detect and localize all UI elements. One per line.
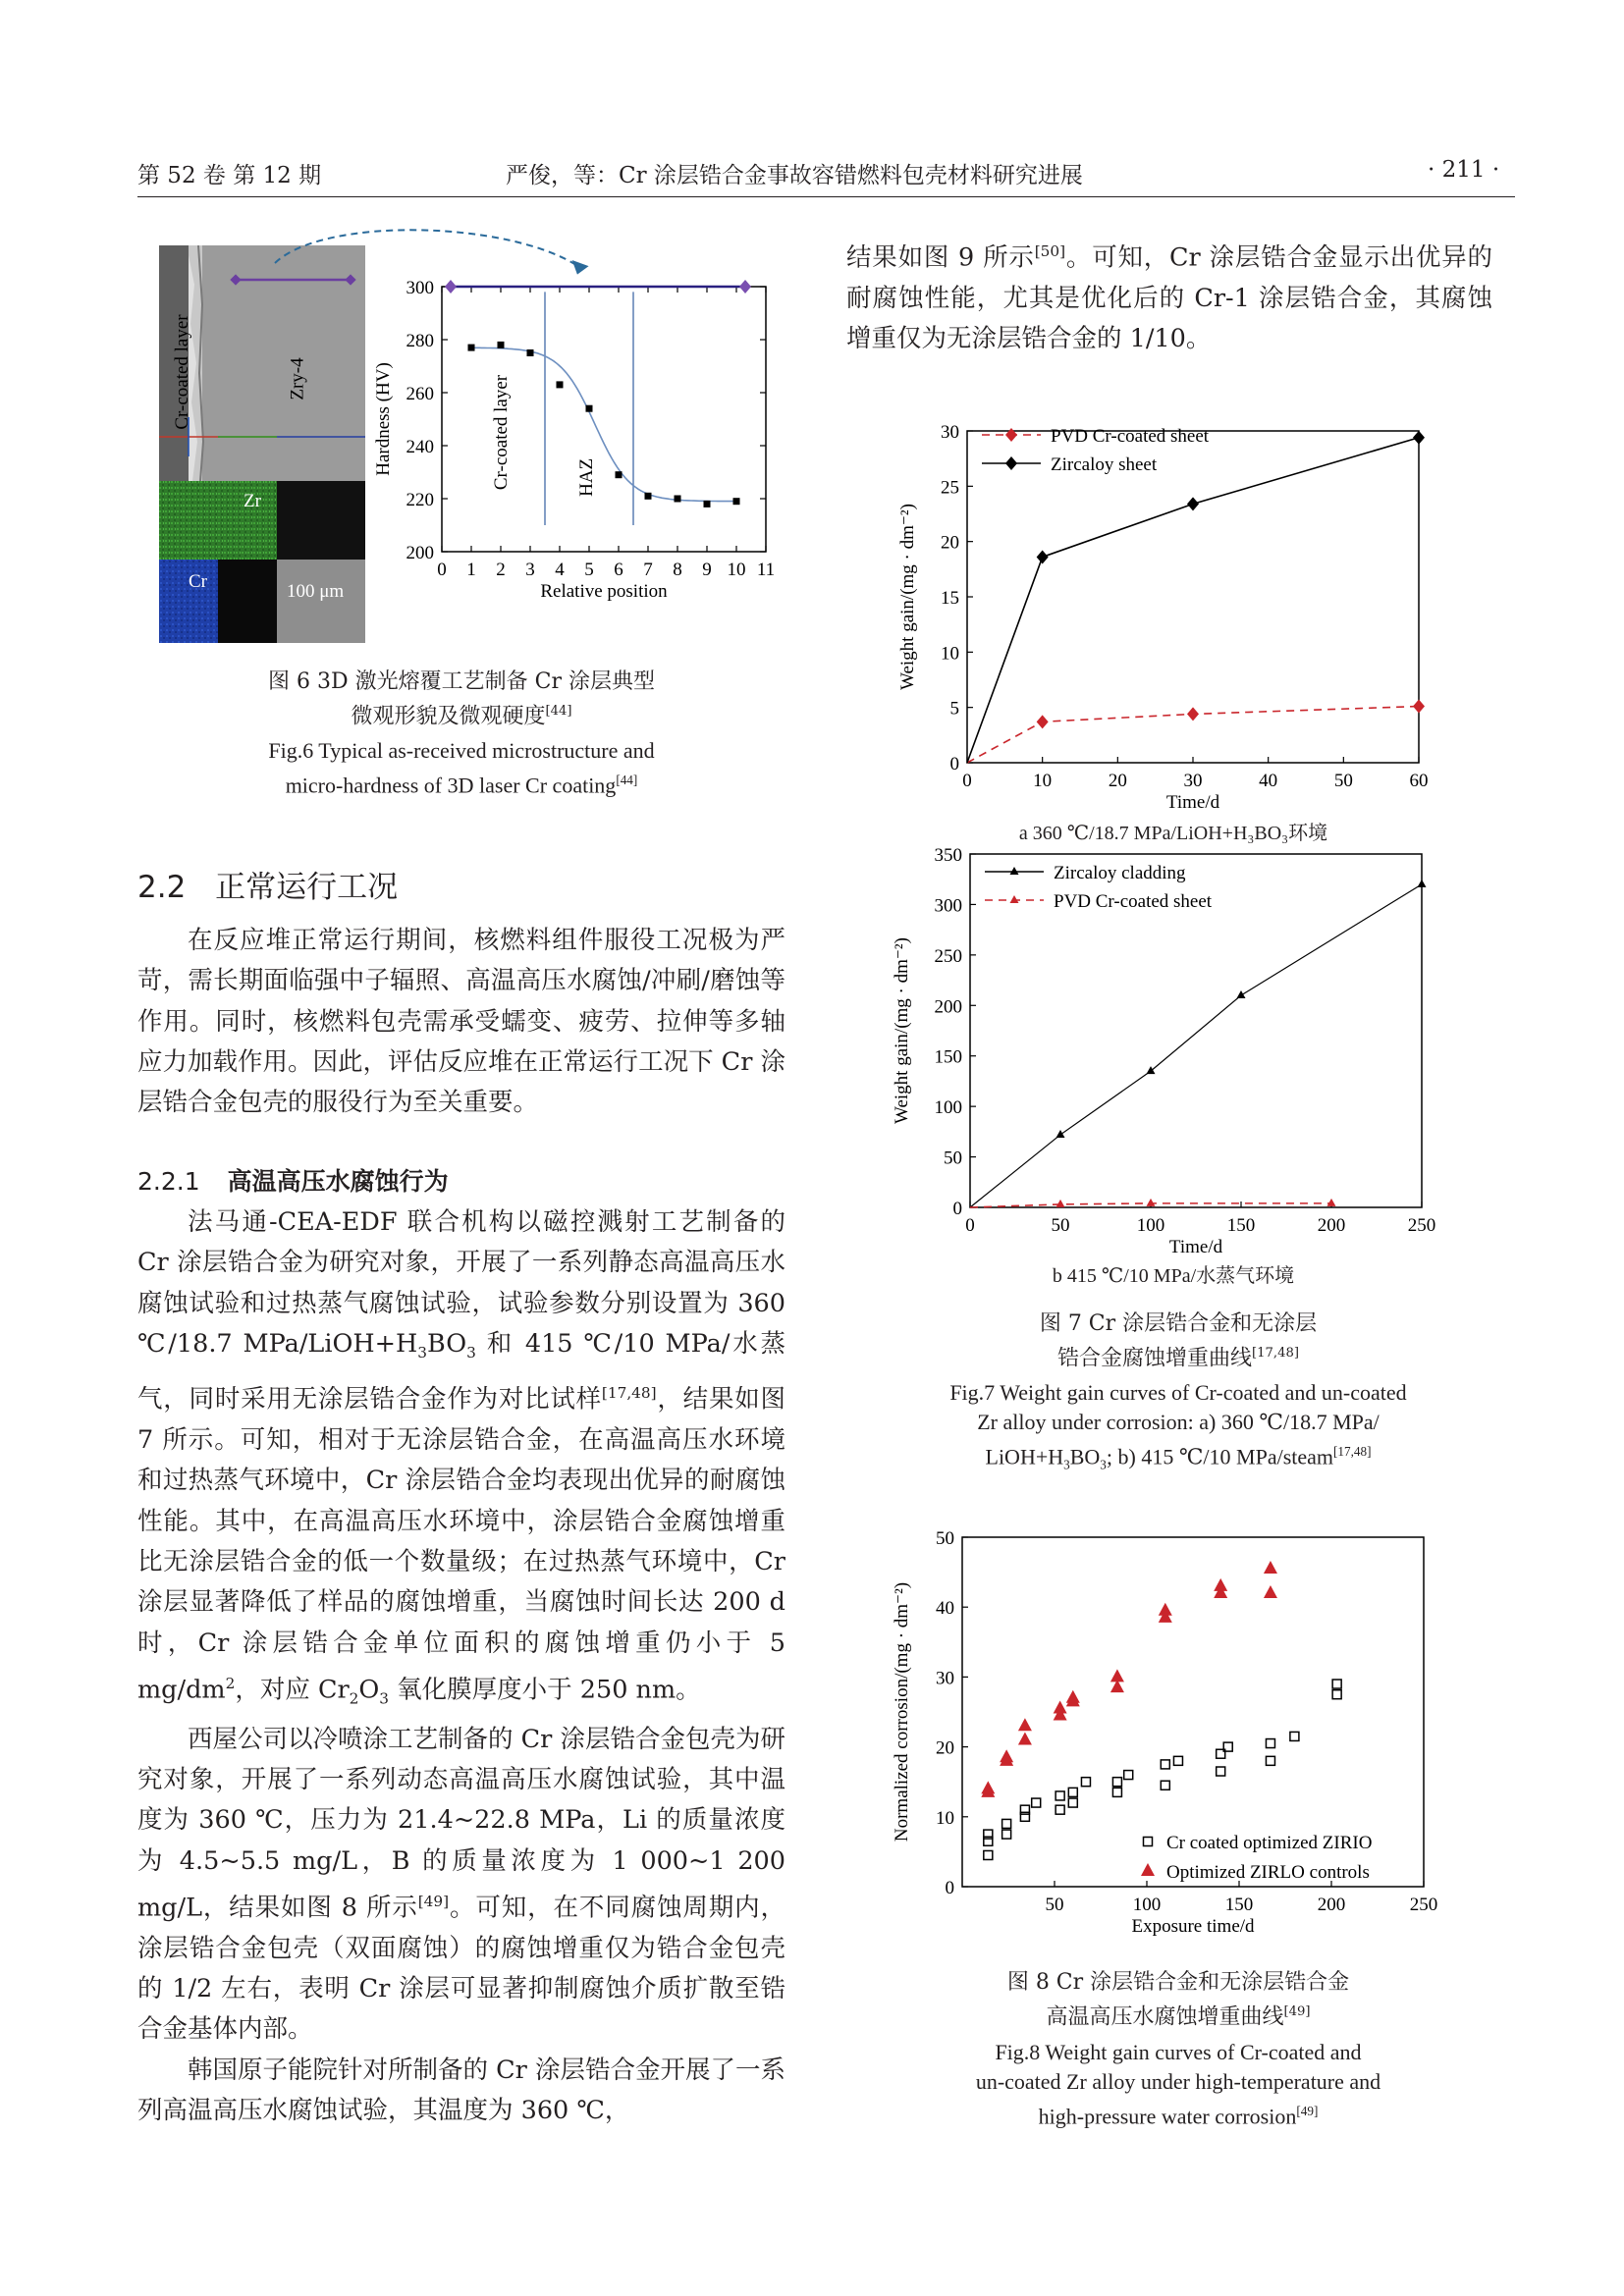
x-axis-label: Time/d <box>1168 1237 1223 1256</box>
scatter-point-0 <box>1173 1756 1182 1765</box>
legend-marker-1 <box>1010 895 1019 903</box>
y-tick-label: 5 <box>949 698 959 720</box>
right-para-ref: [50] <box>1034 242 1066 260</box>
header-center: 严俊，等：Cr 涂层锆合金事故容错燃料包壳材料研究进展 <box>506 163 1083 188</box>
x-tick-label: 9 <box>702 560 712 580</box>
fig7a-chart <box>884 407 1463 820</box>
x-axis-label: Relative position <box>540 581 668 602</box>
x-tick-label: 250 <box>1407 1215 1436 1236</box>
fig6-caption-cn <box>157 667 766 731</box>
x-tick-label: 60 <box>1409 771 1429 791</box>
x-tick-label: 50 <box>1333 771 1353 791</box>
scatter-point-1 <box>1018 1732 1032 1744</box>
fig6-zry-label: Zry-4 <box>287 357 308 400</box>
scatter-point-0 <box>1002 1830 1011 1839</box>
x-tick-label: 50 <box>1045 1895 1064 1915</box>
series-point-0 <box>1413 700 1425 714</box>
fig7a-subcaption: a 360 ℃/18.7 MPa/LiOH+H₃BO₃环境 <box>1018 823 1328 844</box>
y-tick-label: 50 <box>936 1528 954 1549</box>
legend-marker-0 <box>1010 867 1019 875</box>
fig7-caption-en-3b: BO <box>1069 1444 1101 1469</box>
fig8-caption-cn-line1: 图 8 Cr 涂层锆合金和无涂层锆合金 <box>1006 1970 1350 1995</box>
x-tick-label: 150 <box>1224 1895 1254 1915</box>
para2-b: BO <box>427 1328 467 1359</box>
scatter-point-0 <box>1068 1798 1077 1807</box>
scatter-point-1 <box>1000 1749 1013 1762</box>
x-tick-label: 40 <box>1259 771 1278 791</box>
fig8-caption-en <box>864 2038 1492 2131</box>
y-tick-label: 200 <box>406 543 434 563</box>
fig7-caption-cn <box>864 1309 1492 1373</box>
scatter-point-1 <box>1054 1700 1067 1713</box>
x-tick-label: 10 <box>1033 771 1053 791</box>
fig8-caption-cn-line2: 高温高压水腐蚀增重曲线 <box>1046 2004 1284 2030</box>
fig7-caption-cn-ref: [17,48] <box>1251 1346 1300 1361</box>
y-tick-label: 280 <box>406 331 434 351</box>
scatter-point-0 <box>1161 1760 1169 1769</box>
y-tick-label: 300 <box>406 278 434 298</box>
scatter-point-1 <box>1110 1669 1124 1682</box>
scatter-point-0 <box>1056 1791 1064 1800</box>
section-title: 正常运行工况 <box>215 870 399 905</box>
x-tick-label: 100 <box>1132 1895 1162 1915</box>
scatter-point-0 <box>1056 1805 1064 1814</box>
y-tick-label: 350 <box>934 845 962 866</box>
fig6-caption-cn-line2: 微观形貌及微观硬度 <box>351 704 546 729</box>
hardness-point <box>498 342 505 348</box>
y-axis-label: Hardness (HV) <box>373 362 394 476</box>
y-tick-label: 20 <box>941 532 959 554</box>
right-para-b: 。可知，Cr 涂层锆合金显示出优异的耐腐蚀性能，尤其是优化后的 Cr-1 涂层锆合金，其腐蚀增重仅为无涂层锆合金的 1/10。 <box>846 242 1492 354</box>
x-tick-label: 50 <box>1051 1215 1070 1236</box>
para2-ref: [17,48] <box>601 1384 657 1403</box>
scatter-point-0 <box>1332 1690 1341 1699</box>
x-tick-label: 200 <box>1317 1895 1346 1915</box>
x-tick-label: 11 <box>756 560 776 580</box>
left-body <box>137 1202 785 2131</box>
header-right: · 211 · <box>1428 157 1500 183</box>
hardness-point <box>733 498 740 505</box>
para3-ref: [49] <box>417 1892 450 1910</box>
fig7b-subcaption: b 415 ℃/10 MPa/水蒸气环境 <box>1052 1265 1295 1287</box>
subsection-title: 高温高压水腐蚀行为 <box>227 1167 449 1196</box>
x-axis-label: Time/d <box>1165 792 1220 813</box>
fig8-chart <box>884 1520 1463 1951</box>
fig6-caption-en-line1: Fig.6 Typical as-received microstructure and <box>268 738 655 763</box>
fig7-caption-en-3c: ; b) 415 ℃/10 MPa/steam <box>1106 1444 1334 1469</box>
x-tick-label: 3 <box>525 560 535 580</box>
fig8-caption-en-ref: [49] <box>1296 2104 1319 2118</box>
legend-marker-0 <box>1005 428 1017 442</box>
x-tick-label: 250 <box>1409 1895 1438 1915</box>
y-tick-label: 300 <box>934 895 962 917</box>
section-number: 2.2 <box>137 870 187 905</box>
fig6-cr-layer-label: Cr-coated layer <box>172 314 192 430</box>
scatter-point-0 <box>1032 1798 1041 1807</box>
y-axis-label: Normalized corrosion/(mg · dm⁻²) <box>892 1581 912 1842</box>
fig7-caption-en: Fig.7 Weight gain curves of Cr-coated and un-coated Zr alloy under corrosion: a) 360 ℃/18.7 MPa/ $LiOH+H_3BO_3$; b) 415 ℃/10 MPa/steam[17,48] <box>864 1378 1492 1480</box>
x-tick-label: 7 <box>643 560 653 580</box>
header-left: 第 52 卷 第 12 期 <box>137 163 322 188</box>
series-point-1 <box>1187 497 1199 510</box>
fig6-zr-label: Zr <box>244 491 261 511</box>
para2-c: 和 415 ℃/10 MPa/水蒸气，同时采用无涂层锆合金作为对比试样 <box>137 1328 785 1415</box>
scatter-point-0 <box>1161 1781 1169 1789</box>
scatter-point-1 <box>1214 1578 1227 1591</box>
para3-b: 。可知，在不同腐蚀周期内，涂层锆合金包壳（双面腐蚀）的腐蚀增重仅为锆合金包壳的 1/2 左右，表明 Cr 涂层可显著抑制腐蚀介质扩散至锆合金基体内部。 <box>137 1893 785 2045</box>
subsection-heading <box>137 1162 449 1198</box>
ref-marker <box>445 280 457 294</box>
scatter-point-1 <box>1159 1603 1172 1616</box>
y-tick-label: 200 <box>934 996 962 1018</box>
series-point-1 <box>1037 550 1049 563</box>
scatter-point-1 <box>1264 1561 1277 1574</box>
legend-label-1: PVD Cr-coated sheet <box>1054 891 1213 912</box>
x-tick-label: 2 <box>496 560 506 580</box>
fig6-scale-label: 100 μm <box>287 581 345 602</box>
para2-f: O <box>358 1675 380 1705</box>
series-point-1 <box>1056 1200 1065 1207</box>
fig7-caption-en-ref: [17,48] <box>1333 1444 1372 1459</box>
ref-marker <box>739 280 751 294</box>
y-axis-label: Weight gain/(mg · dm⁻²) <box>892 937 912 1124</box>
section-heading <box>137 862 398 906</box>
fig8-caption-en-line3: high-pressure water corrosion <box>1038 2104 1297 2129</box>
scatter-point-0 <box>1112 1778 1121 1787</box>
scatter-point-1 <box>981 1781 995 1793</box>
y-tick-label: 10 <box>936 1807 954 1829</box>
hardness-point <box>616 471 623 478</box>
hardness-point <box>557 381 564 388</box>
x-tick-label: 8 <box>673 560 682 580</box>
x-tick-label: 200 <box>1317 1215 1346 1236</box>
legend-label-0: Cr coated optimized ZIRIO <box>1166 1833 1373 1853</box>
y-tick-label: 260 <box>406 384 434 404</box>
y-tick-label: 20 <box>936 1737 954 1759</box>
y-tick-label: 10 <box>941 643 959 665</box>
para4: 韩国原子能院针对所制备的 Cr 涂层锆合金开展了一系列高温高压水腐蚀试验，其温度为 360 ℃， <box>137 2055 785 2125</box>
y-tick-label: 25 <box>941 477 959 499</box>
fig6-caption-en-ref: [44] <box>616 773 638 787</box>
fig6-cr-label: Cr <box>189 571 207 592</box>
x-axis-label: Exposure time/d <box>1131 1916 1255 1937</box>
x-tick-label: 30 <box>1183 771 1203 791</box>
scatter-point-0 <box>1217 1767 1225 1776</box>
legend-marker-1 <box>1005 456 1017 470</box>
y-tick-label: 250 <box>934 945 962 967</box>
x-tick-label: 150 <box>1226 1215 1256 1236</box>
scatter-point-0 <box>1081 1778 1090 1787</box>
scatter-point-0 <box>1124 1771 1133 1780</box>
y-axis-label: Weight gain/(mg · dm⁻²) <box>897 504 918 690</box>
x-tick-label: 0 <box>437 560 447 580</box>
para1: 在反应堆正常运行期间，核燃料组件服役工况极为严苛，需长期面临强中子辐照、高温高压水腐蚀/冲刷/磨蚀等作用。同时，核燃料包壳需承受蠕变、疲劳、拉伸等多轴应力加载作用。因此，评估反应堆在正常运行工况下 Cr 涂层锆合金包壳的服役行为至关重要。 <box>137 926 785 1118</box>
series-point-1 <box>1413 431 1425 445</box>
hardness-point <box>675 496 681 503</box>
x-tick-label: 5 <box>584 560 594 580</box>
hardness-point <box>468 345 475 351</box>
y-tick-label: 50 <box>944 1148 962 1169</box>
scatter-point-0 <box>1266 1739 1274 1748</box>
scatter-point-1 <box>1066 1690 1080 1703</box>
legend-marker-1 <box>1141 1863 1155 1876</box>
series-point-0 <box>1037 715 1049 728</box>
x-tick-label: 100 <box>1136 1215 1165 1236</box>
region-label-cr: Cr-coated layer <box>491 374 512 491</box>
fig6-caption-cn-line1: 图 6 3D 激光熔覆工艺制备 Cr 涂层典型 <box>268 669 655 694</box>
fig8-caption-cn <box>864 1968 1492 2032</box>
scatter-point-0 <box>984 1850 993 1859</box>
fig7-caption-en-line1: Fig.7 Weight gain curves of Cr-coated and un-coated <box>949 1380 1407 1405</box>
x-tick-label: 0 <box>962 771 972 791</box>
scatter-point-1 <box>1018 1718 1032 1731</box>
x-tick-label: 4 <box>555 560 565 580</box>
scatter-point-0 <box>1290 1732 1299 1740</box>
fig6-caption-en-line2: micro-hardness of 3D laser Cr coating <box>285 773 617 798</box>
legend-marker-0 <box>1144 1838 1153 1846</box>
fig6-hardness-chart <box>363 265 785 628</box>
y-tick-label: 240 <box>406 437 434 457</box>
y-tick-label: 30 <box>941 422 959 443</box>
series-point-0 <box>1187 707 1199 721</box>
fig6-micrograph <box>159 245 365 643</box>
legend-label-0: Zircaloy cladding <box>1054 863 1186 883</box>
fig7-caption-cn-line1: 图 7 Cr 涂层锆合金和无涂层 <box>1039 1311 1318 1336</box>
hardness-point <box>704 501 711 507</box>
y-tick-label: 15 <box>941 588 959 609</box>
fig8-caption-cn-ref: [49] <box>1283 2004 1311 2019</box>
y-tick-label: 220 <box>406 490 434 510</box>
series-point-0 <box>1056 1130 1065 1138</box>
right-body <box>846 232 1492 359</box>
y-tick-label: 150 <box>934 1046 962 1068</box>
series-point-0 <box>1147 1066 1156 1074</box>
scatter-point-0 <box>1002 1819 1011 1828</box>
scatter-point-1 <box>1264 1585 1277 1598</box>
y-tick-label: 40 <box>936 1598 954 1620</box>
y-tick-label: 0 <box>945 1878 954 1898</box>
x-tick-label: 0 <box>965 1215 975 1236</box>
series-point-0 <box>1237 990 1246 998</box>
scatter-point-0 <box>1068 1788 1077 1796</box>
header-rule <box>137 196 1515 197</box>
fig7b-chart <box>884 844 1463 1256</box>
para2-d: ，结果如图 7 所示。可知，相对于无涂层锆合金，在高温高压水环境和过热蒸气环境中，Cr 涂层锆合金均表现出优异的耐腐蚀性能。其中，在高温高压水环境中，涂层锆合金腐蚀增重比无涂层锆合金的低一个数量级；在过热蒸气环境中，Cr 涂层显著降低了样品的腐蚀增重，当腐蚀时间长达 200 d 时，Cr 涂层锆合金单位面积的腐蚀增重仍小于 5 mg/dm <box>137 1384 785 1705</box>
series-point-1 <box>1147 1199 1156 1206</box>
legend-label-0: PVD Cr-coated sheet <box>1051 426 1210 447</box>
para-normal-operation <box>137 921 785 1123</box>
x-tick-label: 6 <box>614 560 623 580</box>
fig6-caption-cn-ref: [44] <box>545 704 572 719</box>
region-label-haz: HAZ <box>576 457 597 497</box>
hardness-point <box>645 493 652 500</box>
fig8-caption-en-line2: un-coated Zr alloy under high-temperature and <box>975 2069 1381 2094</box>
series-line-0 <box>970 884 1422 1207</box>
subsection-number: 2.2.1 <box>137 1167 200 1196</box>
fig7-caption-en-3a: LiOH+H <box>985 1444 1064 1469</box>
scatter-point-0 <box>1332 1680 1341 1688</box>
para2-a: 法马通-CEA-EDF 联合机构以磁控溅射工艺制备的 Cr 涂层锆合金为研究对象，开展了一系列静态高温高压水腐蚀试验和过热蒸气腐蚀试验，试验参数分别设置为 360 ℃/18.7 MPa/LiOH+H <box>137 1207 785 1359</box>
fig6-caption-en <box>157 736 766 800</box>
fig8-caption-en-line1: Fig.8 Weight gain curves of Cr-coated and <box>995 2040 1362 2064</box>
para2-g: 氧化膜厚度小于 250 nm。 <box>389 1675 701 1705</box>
y-tick-label: 30 <box>936 1668 954 1689</box>
scatter-point-0 <box>1112 1788 1121 1796</box>
legend-label-1: Optimized ZIRLO controls <box>1166 1862 1370 1883</box>
y-tick-label: 100 <box>934 1097 962 1119</box>
series-point-1 <box>1327 1199 1336 1206</box>
x-tick-label: 1 <box>466 560 476 580</box>
para3-a: 西屋公司以冷喷涂工艺制备的 Cr 涂层锆合金包壳为研究对象，开展了一系列动态高温高压水腐蚀试验，其中温度为 360 ℃，压力为 21.4~22.8 MPa，Li 的质量浓度为 4.5~5.5 mg/L，B 的质量浓度为 1 000~1 200 mg/L，结果如图 8 所示 <box>137 1724 785 1923</box>
legend-label-1: Zircaloy sheet <box>1051 454 1158 475</box>
x-tick-label: 20 <box>1108 771 1127 791</box>
y-tick-label: 0 <box>949 754 959 774</box>
scatter-point-0 <box>1266 1756 1274 1765</box>
fig7-caption-en-line2: Zr alloy under corrosion: a) 360 ℃/18.7 MPa/ <box>977 1410 1380 1434</box>
para3 <box>137 1720 785 2051</box>
y-tick-label: 0 <box>952 1199 962 1219</box>
right-para-a: 结果如图 9 所示 <box>846 242 1035 273</box>
fig7-caption-cn-line2: 锆合金腐蚀增重曲线 <box>1056 1346 1252 1371</box>
hardness-point <box>527 349 534 356</box>
series-point-0 <box>1418 880 1427 887</box>
hardness-point <box>586 405 593 412</box>
x-tick-label: 10 <box>727 560 746 580</box>
para2: 法马通-CEA-EDF 联合机构以磁控溅射工艺制备的 Cr 涂层锆合金为研究对象，开展了一系列静态高温高压水腐蚀试验和过热蒸气腐蚀试验，试验参数分别设置为 360 ℃/18.7 MPa/$LiOH+H_3BO_3$ 和 415 ℃/10 MPa/水蒸气，同时采用无涂层锆合金作为对比试样[17,48]，结果如图 7 所示。可知，相对于无涂层锆合金，在高温高压水环境和过热蒸气环境中，Cr 涂层锆合金均表现出优异的耐腐蚀性能。其中，在高温高压水环境中，涂层锆合金腐蚀增重比无涂层锆合金的低一个数量级；在过热蒸气环境中，Cr 涂层显著降低了样品的腐蚀增重，当腐蚀时间长达 200 d 时，Cr 涂层锆合金单位面积的腐蚀增重仍小于 5 $mg/dm^2$，对应 $Cr_2O_3$ 氧化膜厚度小于 250 nm。 <box>137 1207 785 1708</box>
para2-e: ，对应 Cr <box>235 1675 350 1705</box>
